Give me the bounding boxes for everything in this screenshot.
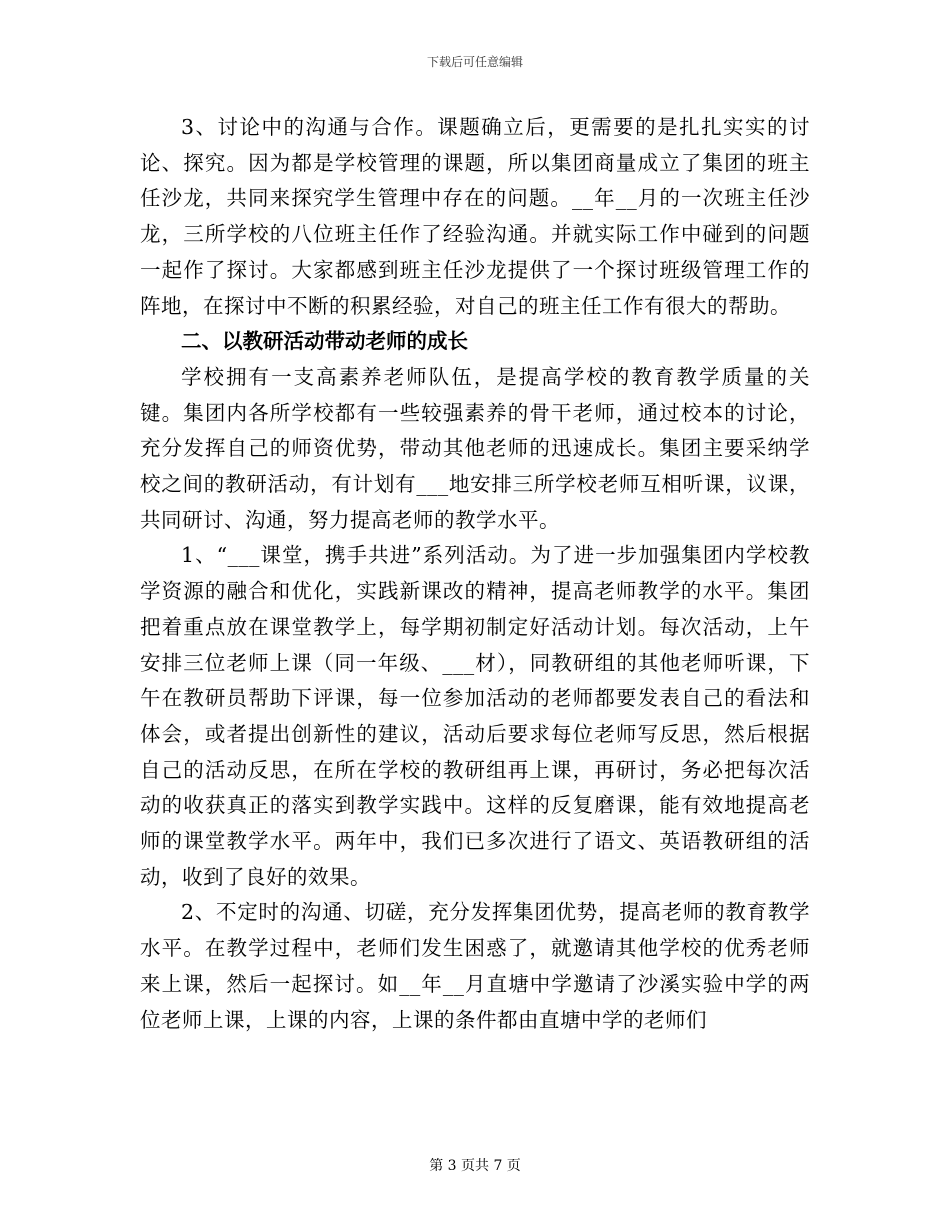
page-header: 下载后可任意编辑 [426, 55, 523, 69]
page-footer: 第 3 页共 7 页 [429, 1158, 521, 1174]
paragraph-teacher-team: 学校拥有一支高素养老师队伍，是提高学校的教育教学质量的关键。集团内各所学校都有一些较强素养的骨干老师，通过校本的讨论，充分发挥自己的师资优势，带动其他老师的迅速成长。集团主要采纳学校之间的教研活动，有计划有___地安排三所学校老师互相听课，议课，共同研讨、沟通，努力提高老师的教学水平。 [140, 364, 810, 532]
section-heading-teaching-research: 二、以教研活动带动老师的成长 [181, 329, 468, 354]
paragraph-classroom-series: 1、“___课堂，携手共进”系列活动。为了进一步加强集团内学校教学资源的融合和优化，实践新课改的精神，提高老师教学的水平。集团把着重点放在课堂教学上，每学期初制定好活动计划。每次活动，上午安排三位老师上课（同一年级、___材），同教研组的其他老师听课，下午在教研员帮助下评课，每一位参加活动的老师都要发表自己的看法和体会，或者提出创新性的建议，活动后要求每位老师写反思，然后根据自己的活动反思，在所在学校的教研组再上课，再研讨，务必把每次活动的收获真正的落实到教学实践中。这样的反复磨课，能有效地提高老师的课堂教学水平。两年中，我们已多次进行了语文、英语教研组的活动，收到了良好的效果。 [140, 543, 810, 889]
document-body [140, 110, 810, 1038]
paragraph-discussion-cooperation: 3、讨论中的沟通与合作。课题确立后，更需要的是扎扎实实的讨论、探究。因为都是学校管理的课题，所以集团商量成立了集团的班主任沙龙，共同来探究学生管理中存在的问题。__年__月的一次班主任沙龙，三所学校的八位班主任作了经验沟通。并就实际工作中碰到的问题一起作了探讨。大家都感到班主任沙龙提供了一个探讨班级管理工作的阵地，在探讨中不断的积累经验，对自己的班主任工作有很大的帮助。 [140, 115, 810, 318]
paragraph-irregular-exchange: 2、不定时的沟通、切磋，充分发挥集团优势，提高老师的教育教学水平。在教学过程中，老师们发生困惑了，就邀请其他学校的优秀老师来上课，然后一起探讨。如__年__月直塘中学邀请了沙溪实验中学的两位老师上课，上课的内容，上课的条件都由直塘中学的老师们 [140, 900, 810, 1032]
